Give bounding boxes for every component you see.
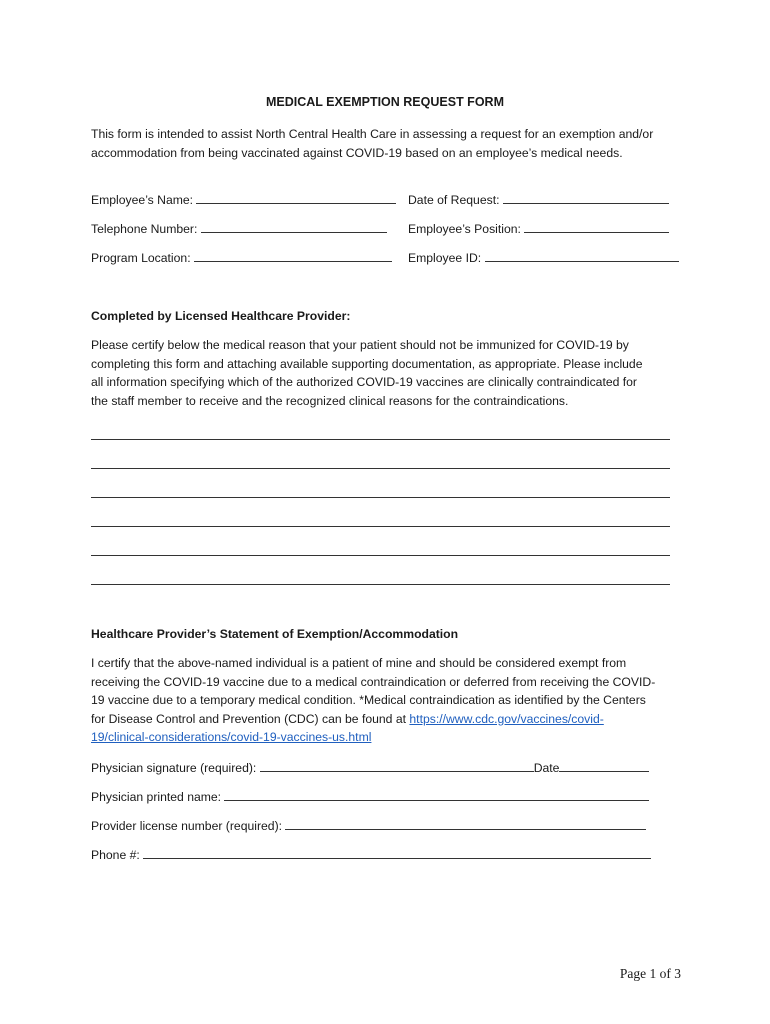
statement-line-prefix: for Disease Control and Prevention (CDC) can be found at bbox=[91, 711, 410, 726]
physician-printed-name-line[interactable] bbox=[224, 789, 649, 801]
medical-reason-line[interactable] bbox=[91, 439, 670, 440]
provider-license-line[interactable] bbox=[285, 818, 646, 830]
program-location-line[interactable] bbox=[194, 250, 392, 262]
program-location-field[interactable] bbox=[91, 250, 392, 265]
phone-label: Phone #: bbox=[91, 848, 140, 862]
medical-reason-line[interactable] bbox=[91, 497, 670, 498]
employee-name-line[interactable] bbox=[196, 192, 396, 204]
medical-reason-line[interactable] bbox=[91, 468, 670, 469]
statement-line bbox=[91, 728, 655, 747]
physician-signature-label: Physician signature (required): bbox=[91, 761, 257, 775]
statement-paragraph bbox=[91, 654, 655, 747]
physician-signature-line[interactable] bbox=[260, 760, 534, 772]
employee-id-line[interactable] bbox=[485, 250, 679, 262]
physician-printed-name-label: Physician printed name: bbox=[91, 790, 222, 804]
telephone-line[interactable] bbox=[201, 221, 387, 233]
physician-signature-field[interactable] bbox=[91, 760, 649, 775]
employee-position-field[interactable] bbox=[408, 221, 669, 236]
provider-license-label: Provider license number (required): bbox=[91, 819, 283, 833]
statement-line bbox=[91, 710, 655, 729]
employee-name-field[interactable] bbox=[91, 192, 396, 207]
provider-license-field[interactable] bbox=[91, 818, 646, 833]
intro-paragraph bbox=[91, 125, 653, 162]
signature-date-line[interactable] bbox=[559, 760, 649, 772]
cdc-link[interactable]: https://www.cdc.gov/vaccines/covid- bbox=[409, 711, 604, 726]
intro-line: accommodation from being vaccinated against COVID-19 based on an employee’s medical needs. bbox=[91, 145, 623, 160]
telephone-field[interactable] bbox=[91, 221, 387, 236]
employee-id-field[interactable] bbox=[408, 250, 679, 265]
instruction-line: all information specifying which of the authorized COVID-19 vaccines are clinically contraindicated for bbox=[91, 375, 637, 390]
employee-position-line[interactable] bbox=[524, 221, 669, 233]
date-of-request-field[interactable] bbox=[408, 192, 669, 207]
intro-line: This form is intended to assist North Central Health Care in assessing a request for an exemption and/or bbox=[91, 127, 654, 141]
employee-name-label: Employee’s Name: bbox=[91, 193, 194, 207]
employee-position-label: Employee’s Position: bbox=[408, 222, 521, 236]
instruction-line: the staff member to receive and the recognized clinical reasons for the contraindications. bbox=[91, 393, 569, 408]
phone-line[interactable] bbox=[143, 847, 651, 859]
form-title: MEDICAL EXEMPTION REQUEST FORM bbox=[266, 95, 504, 109]
statement-line: receiving the COVID-19 vaccine due to a medical contraindication or deferred from receiving the COVID- bbox=[91, 674, 656, 689]
instruction-line: completing this form and attaching available supporting documentation, as appropriate. Please include bbox=[91, 356, 643, 371]
page-number: Page 1 of 3 bbox=[619, 966, 681, 981]
medical-reason-line[interactable] bbox=[91, 526, 670, 527]
physician-printed-name-field[interactable] bbox=[91, 789, 649, 804]
date-of-request-line[interactable] bbox=[503, 192, 669, 204]
date-of-request-label: Date of Request: bbox=[408, 193, 500, 207]
provider-section-heading: Completed by Licensed Healthcare Provider: bbox=[91, 309, 351, 323]
phone-field[interactable] bbox=[91, 847, 651, 862]
statement-line: I certify that the above-named individual is a patient of mine and should be considered exempt from bbox=[91, 656, 627, 670]
program-location-label: Program Location: bbox=[91, 251, 191, 265]
telephone-label: Telephone Number: bbox=[91, 222, 198, 236]
medical-reason-line[interactable] bbox=[91, 584, 670, 585]
statement-line: 19 vaccine due to a temporary medical condition. *Medical contraindication as identified by the Centers bbox=[91, 693, 646, 708]
provider-instructions bbox=[91, 336, 642, 410]
statement-section-heading: Healthcare Provider’s Statement of Exemption/Accommodation bbox=[91, 627, 459, 641]
employee-id-label: Employee ID: bbox=[408, 251, 482, 265]
medical-reason-line[interactable] bbox=[91, 555, 670, 556]
signature-date-label: Date bbox=[533, 761, 560, 775]
cdc-link-continued[interactable]: 19/clinical-considerations/covid-19-vaccines-us.html bbox=[91, 730, 372, 745]
instruction-line: Please certify below the medical reason that your patient should not be immunized for COVID-19 by bbox=[91, 338, 629, 352]
